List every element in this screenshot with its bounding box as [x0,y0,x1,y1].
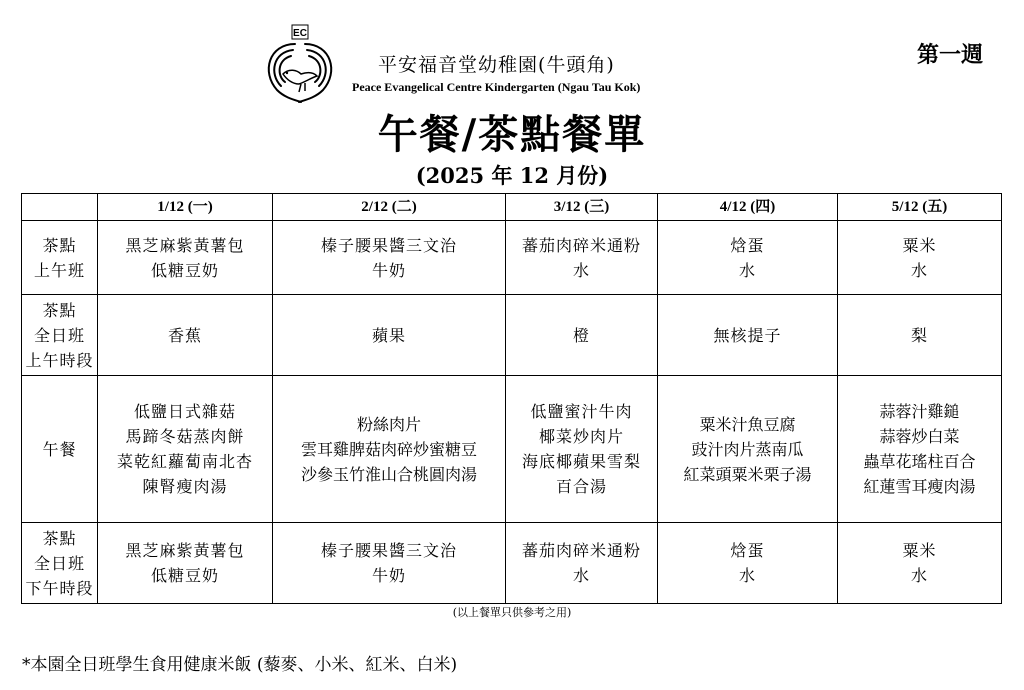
corner-cell [22,194,98,221]
header-row [22,194,1002,221]
table-row [22,523,1002,604]
menu-cell: 梨 [838,295,1002,376]
row-label: 茶點 上午班 [22,221,98,295]
menu-cell: 榛子腰果醬三文治 牛奶 [273,221,506,295]
row-label: 茶點 全日班 下午時段 [22,523,98,604]
day-header: 1/12 (一) [98,194,273,221]
week-label: 第一週 [917,42,984,68]
menu-period: (2025 年 12 月份) [415,163,609,188]
page-title: 午餐/茶點餐單 [377,111,647,158]
menu-cell: 橙 [506,295,658,376]
menu-cell: 蘋果 [273,295,506,376]
menu-cell: 焓蛋 水 [658,523,838,604]
rice-footnote: *本園全日班學生食用健康米飯 (藜麥、小米、紅米、白米) [22,655,458,675]
menu-cell: 低鹽日式雜菇 馬蹄冬菇蒸肉餅 菜乾紅蘿蔔南北杏 陳腎瘦肉湯 [98,376,273,523]
reference-note: (以上餐單只供參考之用) [452,606,572,619]
menu-cell: 黑芝麻紫黃薯包 低糖豆奶 [98,221,273,295]
school-name-chinese: 平安福音堂幼稚園(牛頭角) [378,54,615,76]
menu-cell: 粟米 水 [838,221,1002,295]
menu-cell: 粟米汁魚豆腐 豉汁肉片蒸南瓜 紅菜頭粟米栗子湯 [658,376,838,523]
day-header: 3/12 (三) [506,194,658,221]
menu-cell: 無核提子 [658,295,838,376]
table-row [22,376,1002,523]
day-header: 2/12 (二) [273,194,506,221]
menu-cell: 蒜蓉汁雞鎚 蒜蓉炒白菜 蟲草花瑤柱百合 紅蓮雪耳瘦肉湯 [838,376,1002,523]
row-label: 午餐 [22,376,98,523]
menu-cell: 香蕉 [98,295,273,376]
menu-table [21,193,1002,604]
table-row [22,295,1002,376]
row-label: 茶點 全日班 上午時段 [22,295,98,376]
table-row [22,221,1002,295]
menu-cell: 榛子腰果醬三文治 牛奶 [273,523,506,604]
day-header: 4/12 (四) [658,194,838,221]
dove-icon [283,70,317,84]
menu-cell: 粟米 水 [838,523,1002,604]
menu-cell: 焓蛋 水 [658,221,838,295]
menu-cell: 蕃茄肉碎米通粉 水 [506,523,658,604]
menu-cell: 粉絲肉片 雲耳雞脾菇肉碎炒蜜糖豆 沙參玉竹淮山合桃圓肉湯 [273,376,506,523]
day-header: 5/12 (五) [838,194,1002,221]
menu-cell: 黑芝麻紫黃薯包 低糖豆奶 [98,523,273,604]
school-logo [255,22,345,108]
school-name-english: Peace Evangelical Centre Kindergarten (Ngau Tau Kok) [352,80,641,94]
logo-mark: EC [293,28,307,39]
menu-cell: 低鹽蜜汁牛肉 椰菜炒肉片 海底椰蘋果雪梨 百合湯 [506,376,658,523]
menu-cell: 蕃茄肉碎米通粉 水 [506,221,658,295]
